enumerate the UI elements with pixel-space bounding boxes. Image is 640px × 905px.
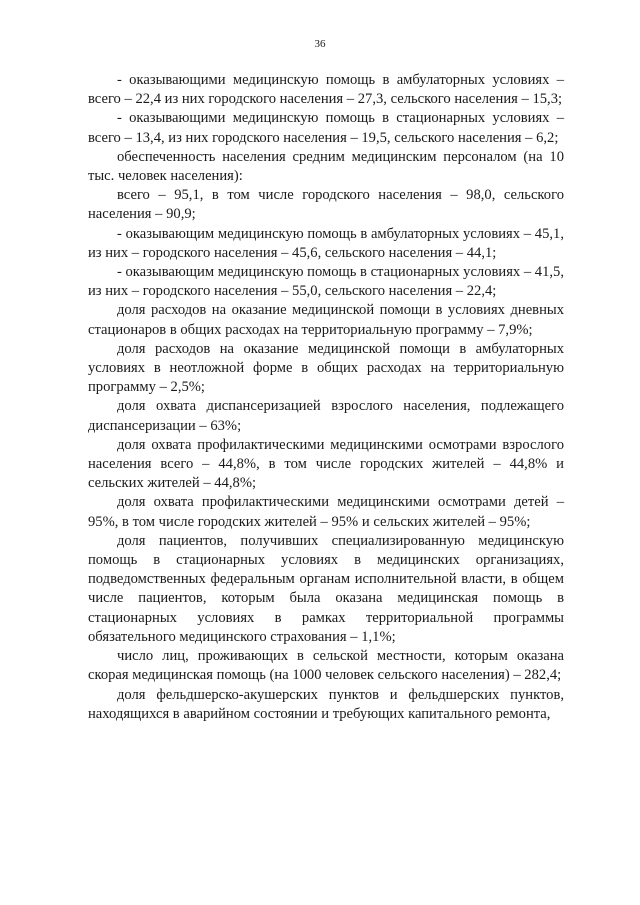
- paragraph: обеспеченность населения средним медицинским персоналом (на 10 тыс. человек населения):: [88, 148, 564, 185]
- page-number: 36: [314, 38, 326, 50]
- paragraph: доля охвата диспансеризацией взрослого населения, подлежащего диспансеризации – 63%;: [88, 398, 564, 434]
- paragraph: - оказывающими медицинскую помощь в стационарных условиях – всего – 13,4, из них городского населения – 19,5, сельского населения – 6,2;: [88, 110, 564, 146]
- paragraph: доля охвата профилактическими медицинскими осмотрами детей – 95%, в том числе городских жителей – 95% и сельских жителей – 95%;: [88, 494, 564, 530]
- paragraph: доля пациентов, получивших специализированную медицинскую помощь в стационарных условиях в медицинских организациях, подведомственных федеральным органам исполнительной власти, в общем числе пациентов, которым была оказана медицинская помощь в стационарных условиях в рамках территориальной программы обязательного медицинского страхования – 1,1%;: [88, 532, 564, 645]
- paragraph: доля расходов на оказание медицинской помощи в амбулаторных условиях в неотложной форме в общих расходах на территориальную программу – 2,5%;: [88, 340, 564, 396]
- paragraph: доля фельдшерско-акушерских пунктов и фельдшерских пунктов, находящихся в аварийном состоянии и требующих капитального ремонта,: [88, 686, 564, 722]
- paragraph: всего – 95,1, в том числе городского населения – 98,0, сельского населения – 90,9;: [88, 187, 564, 223]
- paragraph: доля расходов на оказание медицинской помощи в условиях дневных стационаров в общих расходах на территориальную программу – 7,9%;: [88, 302, 564, 338]
- paragraph: - оказывающим медицинскую помощь в амбулаторных условиях – 45,1, из них – городского населения – 45,6, сельского населения – 44,1;: [88, 225, 564, 261]
- document-body: [88, 71, 564, 724]
- paragraph: доля охвата профилактическими медицинскими осмотрами взрослого населения всего – 44,8%, в том числе городских жителей – 44,8% и сельских жителей – 44,8%;: [88, 436, 564, 492]
- paragraph: - оказывающим медицинскую помощь в стационарных условиях – 41,5, из них – городского населения – 55,0, сельского населения – 22,4;: [88, 264, 564, 300]
- paragraph: - оказывающими медицинскую помощь в амбулаторных условиях – всего – 22,4 из них городского населения – 27,3, сельского населения – 15,3;: [88, 72, 564, 108]
- paragraph: число лиц, проживающих в сельской местности, которым оказана скорая медицинская помощь (на 1000 человек сельского населения) – 282,4;: [88, 648, 564, 684]
